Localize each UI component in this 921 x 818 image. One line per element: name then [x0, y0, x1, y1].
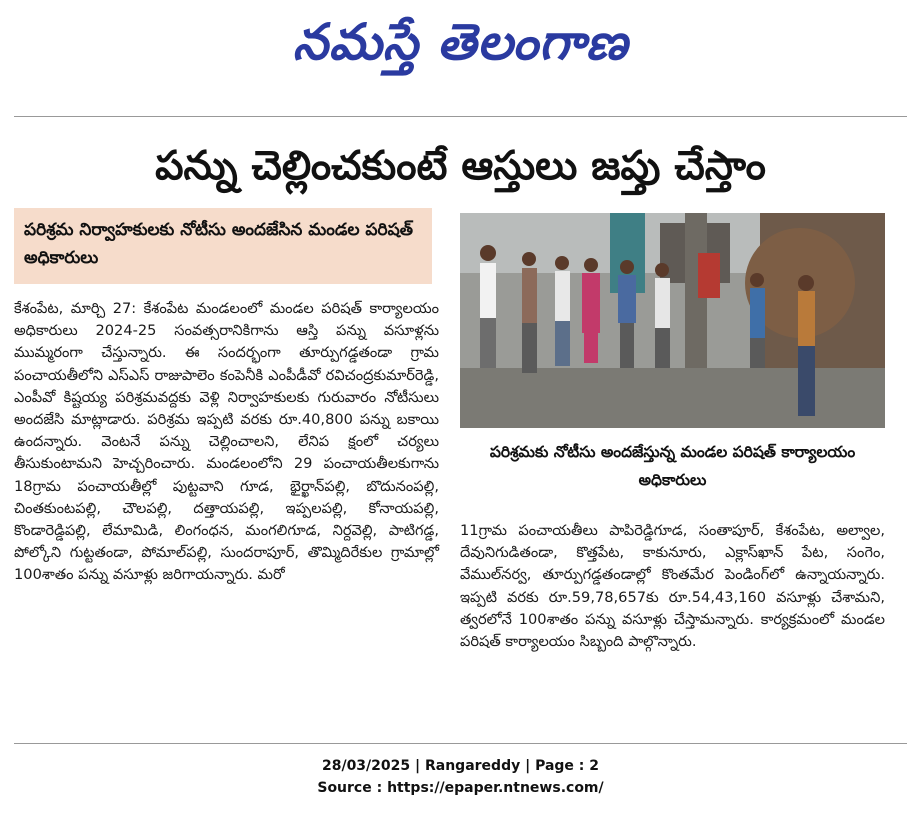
article-subheadline: పరిశ్రమ నిర్వాహకులకు నోటీసు అందజేసిన మండల పరిషత్ అధికారులు — [14, 208, 432, 284]
footer-divider — [14, 743, 907, 744]
article-body-left-column: కేశంపేట, మార్చి 27: కేశంపేట మండలంలో మండల పరిషత్ కార్యాలయం అధికారులు 2024-25 సంవత్సరానికిగాను ఆస్తి పన్ను వసూళ్లను ముమ్మరంగా చేస్తున్నారు. ఈ సందర్భంగా తూర్పుగడ్డతండా గ్రామ పంచాయతీలోని ఎస్ఎస్ రాజుపాలెం కంపెనీకి ఎంపీడీవో రవిచంద్రకుమార్‌రెడ్డి, ఎంపీవో కిష్టయ్య పరిశ్రమవద్దకు వెళ్లి నిర్వాహకులకు గురువారం నోటీసులు అందజేసి మాట్లాడారు. పరిశ్రమ ఇప్పటి వరకు రూ.40,800 పన్ను బకాయి ఉందన్నారు. వెంటనే పన్ను చెల్లించాలని, లేనిప క్షంలో చర్యలు తీసుకుంటామని హెచ్చరించారు. మండలంలోని 29 పంచాయతీలకుగాను 18గ్రామ పంచాయతీల్లో పుట్టవాని గూడ, భైర్ఖాన్‌పల్లి, బొదునంపల్లి, చింతకుంటపల్లి, చౌలపల్లి, దత్తాయపల్లి, ఇప్పలపల్లి, కోనాయపల్లి, కొండారెడ్డిపల్లి, లేమామిడి, లింగంధన, మంగలిగూడ, నిర్దవెల్లి, పాటిగడ్డ, పోల్కోని గుట్టతండా, పోమాల్‌పల్లి, సుందరాపూర్, తొమ్మిదిరేకుల గ్రామాల్లో 100శాతం పన్ను వసూళ్లు జరిగాయన్నారు. మరో — [14, 300, 439, 584]
news-photo — [460, 213, 885, 428]
article-headline: పన్ను చెల్లించకుంటే ఆస్తులు జప్తు చేస్తాం — [155, 143, 766, 189]
masthead-title: నమస్తే తెలంగాణ — [292, 12, 629, 71]
page-footer — [0, 755, 921, 799]
factory-photo-illustration — [460, 213, 885, 428]
masthead-divider — [14, 116, 907, 117]
article-body-right-column: 11గ్రామ పంచాయతీలు పాపిరెడ్డిగూడ, సంతాపూర్, కేశంపేట, అల్వాల, దేవునిగుడితండా, కొత్తపేట, కాకునూరు, ఎక్లాస్‌ఖాన్ పేట, సంగెం, వేముల్‌నర్వ, తూర్పుగడ్డతండాల్లో కొంతమేర పెండింగ్‌లో ఉన్నాయన్నారు. ఇప్పటి వరకు రూ.59,78,657కు రూ.54,43,160 వసూళ్లు చేశామని, త్వరలోనే 100శాతం పన్ను వసూళ్లు చేస్తామన్నారు. కార్యక్రమంలో మండల పరిషత్ కార్యాలయం సిబ్బంది పాల్గొన్నారు. — [460, 522, 885, 651]
source-line: Source : https://epaper.ntnews.com/ — [317, 780, 604, 796]
newspaper-masthead — [0, 6, 921, 78]
photo-caption: పరిశ్రమకు నోటీసు అందజేస్తున్న మండల పరిషత్ కార్యాలయం అధికారులు — [489, 443, 856, 489]
edition-line: 28/03/2025 | Rangareddy | Page : 2 — [321, 758, 600, 774]
